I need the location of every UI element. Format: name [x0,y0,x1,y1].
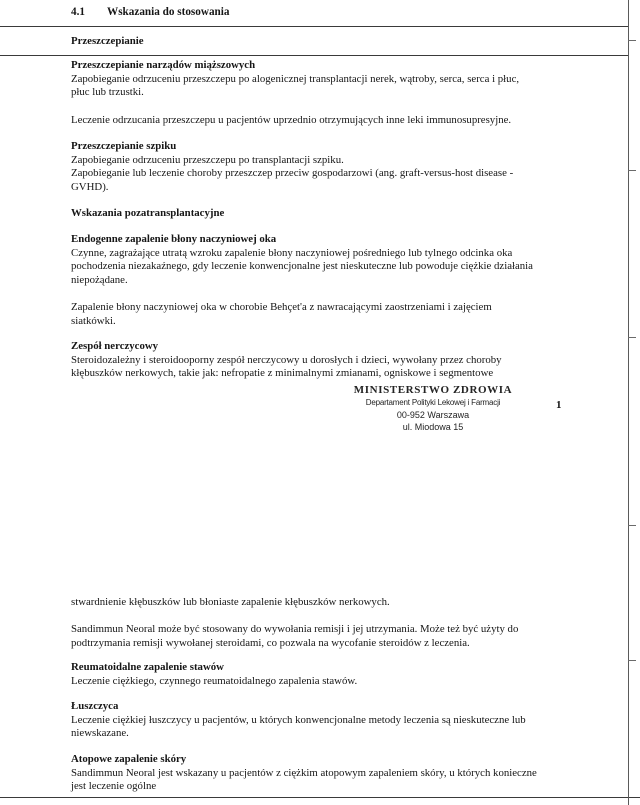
text-line: Steroidozależny i steroidooporny zespół nerczycowy u dorosłych i dzieci, wywołany przez choroby [71,353,502,366]
scan-edge-line [628,0,629,805]
group-heading-transplant: Przeszczepianie [71,35,144,47]
text-line: stwardnienie kłębuszków lub błoniaste zapalenie kłębuszków nerkowych. [71,596,390,608]
text-line: Zapalenie błony naczyniowej oka w chorobie Behçet'a z nawracającymi zaostrzeniami i zajęciem [71,301,492,313]
paragraph-behcet [71,301,492,328]
scan-edge-tick [628,525,636,526]
paragraph-nephrotic [71,340,502,381]
text-line: pochodzenia niezakaźnego, gdy leczenie konwencjonalne jest nieskuteczne lub powoduje ciężkie działania [71,260,533,273]
text-line: Zapobieganie odrzuceniu przeszczepu po alogenicznej transplantacji nerek, wątroby, serca, serca i płuc, [71,72,520,85]
text-line: kłębuszków nerkowych, takie jak: nefropatie z minimalnymi zmianami, ogniskowe i segmentowe [71,367,494,380]
scan-edge-tick [628,660,636,661]
paragraph-marrow-transplant [71,140,513,194]
subheading-nephrotic: Zespół nerczycowy [71,340,159,352]
text-line: Leczenie odrzucania przeszczepu u pacjentów uprzednio otrzymujących inne leki immunosupresyjne. [71,114,512,126]
text-line: Sandimmun Neoral może być stosowany do wywołania remisji i jej utrzymania. Może też być użyty do [71,623,519,635]
ministry-stamp [336,384,530,433]
text-line: płuc lub trzustki. [71,86,144,99]
text-line: Zapobieganie odrzuceniu przeszczepu po transplantacji szpiku. [71,153,344,166]
section-title: Wskazania do stosowania [107,6,230,18]
paragraph-psoriasis [71,700,526,741]
subheading-atopic-dermatitis: Atopowe zapalenie skóry [71,753,187,765]
text-line: niewskazane. [71,727,129,740]
text-line: podtrzymania remisji wywołanej steroidami, co pozwala na wycofanie steroidów z leczenia. [71,636,470,649]
text-line: Zapobieganie lub leczenie choroby przeszczep przeciw gospodarzowi (ang. graft-versus-host disease - [71,167,514,180]
text-line: siatkówki. [71,314,116,327]
footer-rule [0,797,640,798]
subheading-marrow-transplant: Przeszczepianie szpiku [71,140,177,152]
subheading-psoriasis: Łuszczyca [71,700,119,712]
header-rule [0,26,628,27]
section-number: 4.1 [71,6,85,18]
paragraph-remission [71,623,518,650]
text-line: niepożądane. [71,273,128,286]
paragraph-nephrotic-continuation [71,596,390,610]
paragraph-organ-transplant [71,59,519,100]
subheading-rheumatoid-arthritis: Reumatoidalne zapalenie stawów [71,661,224,673]
page-number: 1 [556,399,562,411]
paragraph-rheumatoid-arthritis [71,661,357,688]
scan-edge-tick [628,337,636,338]
text-line: Leczenie ciężkiego, czynnego reumatoidalnego zapalenia stawów. [71,674,358,687]
text-line: Sandimmun Neoral jest wskazany u pacjentów z ciężkim atopowym zapaleniem skóry, u których konieczne [71,766,537,779]
scan-edge-tick [628,40,636,41]
paragraph-uveitis [71,233,533,287]
paragraph-rejection [71,114,511,128]
paragraph-atopic-dermatitis [71,753,537,794]
stamp-street: ul. Miodowa 15 [402,422,464,432]
text-line: Czynne, zagrażające utratą wzroku zapalenie błony naczyniowej pośredniego lub tylnego odcinka oka [71,246,513,259]
group-rule [0,55,628,56]
subheading-uveitis: Endogenne zapalenie błony naczyniowej oka [71,233,277,245]
text-line: GVHD). [71,180,109,193]
stamp-postal: 00-952 Warszawa [396,410,470,420]
group-heading-non-transplant: Wskazania pozatransplantacyjne [71,207,225,219]
subheading-organ-transplant: Przeszczepianie narządów miąższowych [71,59,256,71]
scan-edge-tick [628,170,636,171]
stamp-department: Departament Polityki Lekowej i Farmacji [365,398,501,407]
text-line: jest leczenie ogólne [71,780,157,793]
stamp-name: MINISTERSTWO ZDROWIA [353,384,513,396]
text-line: Leczenie ciężkiej łuszczycy u pacjentów, u których konwencjonalne metody leczenia są nieskuteczne lub [71,713,526,726]
